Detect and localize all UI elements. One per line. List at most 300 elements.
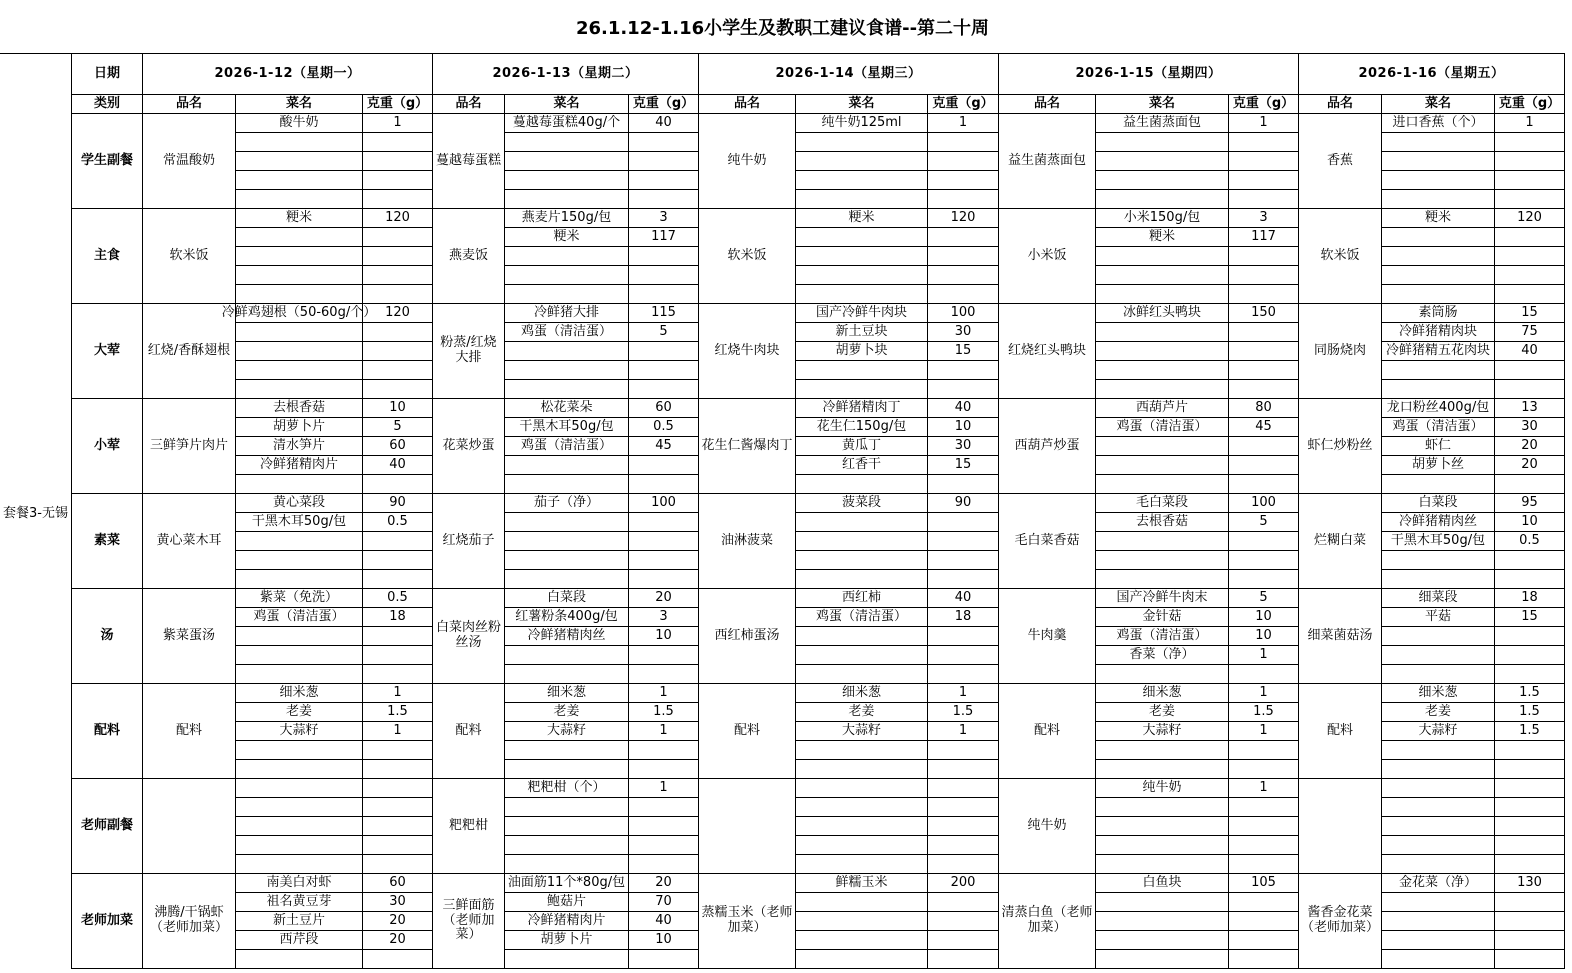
ingredient-cell: 黄心菜段	[236, 494, 363, 513]
ingredient-cell: 细菜段	[1382, 589, 1495, 608]
ingredient-cell	[796, 570, 928, 589]
ingredient-cell: 鸡蛋（清洁蛋）	[1382, 418, 1495, 437]
weight-cell: 30	[928, 437, 999, 456]
dish-name: 红烧茄子	[433, 494, 505, 589]
weight-cell	[363, 950, 433, 969]
weight-cell	[629, 380, 699, 399]
ingredient-cell: 松花菜朵	[505, 399, 629, 418]
weight-cell	[1495, 570, 1565, 589]
ingredient-cell	[796, 798, 928, 817]
weight-cell: 0.5	[629, 418, 699, 437]
weight-cell: 1	[363, 722, 433, 741]
ingredient-cell: 鲜糯玉米	[796, 874, 928, 893]
ingredient-cell	[505, 342, 629, 361]
weight-cell	[928, 190, 999, 209]
weight-cell	[363, 190, 433, 209]
ingredient-cell	[796, 817, 928, 836]
dish-name: 软米饭	[1299, 209, 1382, 304]
ingredient-cell	[236, 551, 363, 570]
weight-cell	[1495, 665, 1565, 684]
ingredient-cell	[505, 171, 629, 190]
weight-cell	[928, 893, 999, 912]
weight-cell: 1	[363, 684, 433, 703]
ingredient-cell	[236, 190, 363, 209]
weight-cell: 10	[928, 418, 999, 437]
weight-cell	[629, 342, 699, 361]
ingredient-cell	[1382, 779, 1495, 798]
category-label: 老师加菜	[72, 874, 143, 969]
ingredient-cell: 鸡蛋（清洁蛋）	[1096, 418, 1229, 437]
ingredient-cell	[1096, 456, 1229, 475]
ingredient-cell: 益生菌蒸面包	[1096, 114, 1229, 133]
dish-column-header: 品名	[433, 95, 505, 114]
ingredient-cell: 鸡蛋（清洁蛋）	[505, 437, 629, 456]
ingredient-cell	[796, 475, 928, 494]
ingredient-column-header: 菜名	[1382, 95, 1495, 114]
weight-cell: 10	[629, 931, 699, 950]
weight-cell	[928, 551, 999, 570]
ingredient-cell	[1096, 190, 1229, 209]
ingredient-cell	[505, 665, 629, 684]
weight-cell: 105	[1229, 874, 1299, 893]
set-label: 套餐3-无锡	[0, 54, 72, 969]
day-date-header: 2026-1-13（星期二）	[433, 54, 699, 95]
weight-cell: 20	[1495, 437, 1565, 456]
weight-cell	[629, 285, 699, 304]
weight-cell	[363, 247, 433, 266]
ingredient-cell	[1096, 893, 1229, 912]
weight-cell	[1229, 893, 1299, 912]
weight-cell	[629, 570, 699, 589]
weight-cell: 120	[1495, 209, 1565, 228]
ingredient-cell: 粑粑柑（个）	[505, 779, 629, 798]
ingredient-cell: 干黑木耳50g/包	[236, 513, 363, 532]
dish-name: 蔓越莓蛋糕	[433, 114, 505, 209]
ingredient-cell	[796, 779, 928, 798]
ingredient-cell: 冷鲜猪精肉丝	[1382, 513, 1495, 532]
day-date-header: 2026-1-12（星期一）	[143, 54, 433, 95]
dish-name: 常温酸奶	[143, 114, 236, 209]
ingredient-column-header: 菜名	[505, 95, 629, 114]
ingredient-cell	[1096, 437, 1229, 456]
dish-name: 配料	[143, 684, 236, 779]
ingredient-cell: 冷鲜猪精肉块	[1382, 323, 1495, 342]
ingredient-cell: 冰鲜红头鸭块	[1096, 304, 1229, 323]
dish-name: 酱香金花菜（老师加菜）	[1299, 874, 1382, 969]
dish-name: 软米饭	[143, 209, 236, 304]
weight-cell	[629, 361, 699, 380]
weight-cell: 60	[363, 874, 433, 893]
weight-cell: 100	[629, 494, 699, 513]
weight-cell: 95	[1495, 494, 1565, 513]
weight-cell: 18	[1495, 589, 1565, 608]
weight-cell: 40	[629, 912, 699, 931]
ingredient-cell: 金针菇	[1096, 608, 1229, 627]
ingredient-cell	[1382, 798, 1495, 817]
ingredient-cell: 去根香菇	[1096, 513, 1229, 532]
ingredient-cell	[1382, 380, 1495, 399]
ingredient-cell	[505, 532, 629, 551]
weight-cell	[363, 361, 433, 380]
weight-cell: 40	[928, 399, 999, 418]
ingredient-cell	[1382, 646, 1495, 665]
ingredient-cell: 细米葱	[1096, 684, 1229, 703]
ingredient-cell	[1382, 190, 1495, 209]
weight-cell: 1	[928, 722, 999, 741]
weight-cell	[928, 266, 999, 285]
weight-cell	[1229, 380, 1299, 399]
weight-cell: 0.5	[1495, 532, 1565, 551]
weight-cell: 5	[1229, 513, 1299, 532]
ingredient-cell	[236, 285, 363, 304]
ingredient-cell	[505, 646, 629, 665]
weight-cell	[363, 266, 433, 285]
weight-cell	[363, 342, 433, 361]
weight-cell: 150	[1229, 304, 1299, 323]
weight-cell: 1	[1229, 114, 1299, 133]
weight-cell: 1	[1495, 114, 1565, 133]
ingredient-cell	[505, 817, 629, 836]
weight-cell: 20	[1495, 456, 1565, 475]
weight-column-header: 克重（g）	[928, 95, 999, 114]
ingredient-cell: 龙口粉丝400g/包	[1382, 399, 1495, 418]
weight-cell	[1495, 247, 1565, 266]
ingredient-cell	[1096, 817, 1229, 836]
ingredient-cell: 平菇	[1382, 608, 1495, 627]
weight-cell: 60	[363, 437, 433, 456]
ingredient-cell	[1096, 133, 1229, 152]
ingredient-cell: 冷鲜猪精五花肉块	[1382, 342, 1495, 361]
weight-column-header: 克重（g）	[1229, 95, 1299, 114]
weight-cell	[363, 665, 433, 684]
category-label: 老师副餐	[72, 779, 143, 874]
weight-cell	[1229, 760, 1299, 779]
weight-cell: 1	[1229, 722, 1299, 741]
dish-name: 软米饭	[699, 209, 796, 304]
ingredient-cell	[505, 836, 629, 855]
weight-cell	[1229, 323, 1299, 342]
ingredient-cell: 细米葱	[1382, 684, 1495, 703]
weight-cell	[928, 285, 999, 304]
weight-cell	[629, 665, 699, 684]
dish-name	[1299, 779, 1382, 874]
weight-cell: 10	[363, 399, 433, 418]
ingredient-cell: 老姜	[236, 703, 363, 722]
weight-cell	[1495, 285, 1565, 304]
day-date-header: 2026-1-14（星期三）	[699, 54, 999, 95]
dish-name: 香蕉	[1299, 114, 1382, 209]
ingredient-cell: 粳米	[505, 228, 629, 247]
weight-cell	[928, 779, 999, 798]
weight-cell: 117	[629, 228, 699, 247]
weight-cell: 10	[1495, 513, 1565, 532]
weight-cell: 1	[1229, 646, 1299, 665]
ingredient-cell	[1382, 475, 1495, 494]
weight-cell: 10	[1229, 627, 1299, 646]
dish-name: 烂糊白菜	[1299, 494, 1382, 589]
weight-cell	[1229, 475, 1299, 494]
ingredient-cell: 西葫芦片	[1096, 399, 1229, 418]
weight-cell	[629, 266, 699, 285]
dish-name: 红烧/香酥翅根	[143, 304, 236, 399]
weight-cell	[928, 798, 999, 817]
weight-cell: 200	[928, 874, 999, 893]
weight-cell: 70	[629, 893, 699, 912]
ingredient-cell	[236, 361, 363, 380]
weight-cell	[928, 817, 999, 836]
weight-cell	[363, 171, 433, 190]
ingredient-cell	[236, 133, 363, 152]
weight-cell: 20	[363, 912, 433, 931]
weight-cell: 75	[1495, 323, 1565, 342]
dish-name: 花生仁酱爆肉丁	[699, 399, 796, 494]
weight-cell	[928, 836, 999, 855]
ingredient-cell: 红香干	[796, 456, 928, 475]
ingredient-cell	[1096, 380, 1229, 399]
ingredient-cell	[796, 171, 928, 190]
ingredient-cell: 鲍菇片	[505, 893, 629, 912]
ingredient-cell	[236, 779, 363, 798]
ingredient-cell	[1382, 760, 1495, 779]
weight-cell	[363, 551, 433, 570]
weight-cell	[629, 171, 699, 190]
ingredient-cell	[796, 912, 928, 931]
weight-cell: 115	[629, 304, 699, 323]
ingredient-cell: 茄子（净）	[505, 494, 629, 513]
ingredient-cell: 冷鲜猪精肉丁	[796, 399, 928, 418]
ingredient-cell	[1382, 817, 1495, 836]
weight-cell	[1495, 190, 1565, 209]
ingredient-column-header: 菜名	[236, 95, 363, 114]
ingredient-cell: 老姜	[505, 703, 629, 722]
weight-cell	[1495, 228, 1565, 247]
weight-cell	[629, 152, 699, 171]
weight-cell: 1	[928, 114, 999, 133]
ingredient-cell: 老姜	[1096, 703, 1229, 722]
weight-cell	[1495, 817, 1565, 836]
weight-cell	[1229, 361, 1299, 380]
weight-cell	[928, 171, 999, 190]
weight-cell: 10	[629, 627, 699, 646]
category-label: 素菜	[72, 494, 143, 589]
dish-name: 牛肉羹	[999, 589, 1096, 684]
weight-cell	[928, 912, 999, 931]
ingredient-cell	[1096, 171, 1229, 190]
dish-name: 纯牛奶	[699, 114, 796, 209]
ingredient-cell	[236, 817, 363, 836]
ingredient-cell: 金花菜（净）	[1382, 874, 1495, 893]
weight-cell: 15	[1495, 608, 1565, 627]
ingredient-cell	[796, 247, 928, 266]
ingredient-cell	[236, 266, 363, 285]
ingredient-cell: 红薯粉条400g/包	[505, 608, 629, 627]
weight-cell	[363, 817, 433, 836]
weight-cell	[928, 741, 999, 760]
dish-name: 毛白菜香菇	[999, 494, 1096, 589]
ingredient-cell: 白鱼块	[1096, 874, 1229, 893]
weight-cell: 1.5	[1495, 684, 1565, 703]
ingredient-cell	[1382, 931, 1495, 950]
ingredient-cell: 干黑木耳50g/包	[1382, 532, 1495, 551]
weight-cell: 1	[928, 684, 999, 703]
ingredient-cell	[505, 247, 629, 266]
ingredient-cell: 酸牛奶	[236, 114, 363, 133]
ingredient-cell	[796, 931, 928, 950]
ingredient-cell	[796, 836, 928, 855]
ingredient-cell: 白菜段	[505, 589, 629, 608]
dish-name: 配料	[699, 684, 796, 779]
weight-column-header: 克重（g）	[629, 95, 699, 114]
weight-cell	[363, 855, 433, 874]
weight-cell	[1229, 532, 1299, 551]
ingredient-cell: 燕麦片150g/包	[505, 209, 629, 228]
ingredient-cell	[796, 266, 928, 285]
ingredient-cell	[1096, 931, 1229, 950]
ingredient-cell	[236, 950, 363, 969]
ingredient-cell	[1096, 266, 1229, 285]
weight-cell	[928, 665, 999, 684]
weight-cell: 13	[1495, 399, 1565, 418]
ingredient-cell: 胡萝卜片	[505, 931, 629, 950]
ingredient-cell: 冷鲜猪大排	[505, 304, 629, 323]
weight-cell	[1229, 817, 1299, 836]
ingredient-cell: 花生仁150g/包	[796, 418, 928, 437]
dish-name: 清蒸白鱼（老师加菜）	[999, 874, 1096, 969]
ingredient-cell	[1096, 665, 1229, 684]
weight-cell	[363, 133, 433, 152]
ingredient-cell	[1382, 836, 1495, 855]
ingredient-cell	[1382, 551, 1495, 570]
weight-cell: 3	[1229, 209, 1299, 228]
dish-name: 花菜炒蛋	[433, 399, 505, 494]
weight-cell	[928, 380, 999, 399]
ingredient-cell	[1096, 760, 1229, 779]
dish-name: 纯牛奶	[999, 779, 1096, 874]
weight-cell	[629, 760, 699, 779]
weight-cell	[1495, 779, 1565, 798]
weight-cell	[1229, 171, 1299, 190]
ingredient-cell	[796, 380, 928, 399]
ingredient-cell	[236, 665, 363, 684]
weight-cell: 5	[1229, 589, 1299, 608]
ingredient-cell	[796, 893, 928, 912]
ingredient-cell	[236, 532, 363, 551]
day-date-header: 2026-1-16（星期五）	[1299, 54, 1565, 95]
weight-cell: 1.5	[1495, 722, 1565, 741]
weight-cell: 0.5	[363, 513, 433, 532]
ingredient-cell: 干黑木耳50g/包	[505, 418, 629, 437]
ingredient-cell	[796, 133, 928, 152]
ingredient-cell	[505, 513, 629, 532]
ingredient-cell	[1382, 893, 1495, 912]
weight-cell: 18	[363, 608, 433, 627]
weight-cell	[1229, 950, 1299, 969]
ingredient-cell	[236, 646, 363, 665]
ingredient-cell	[1382, 950, 1495, 969]
ingredient-cell	[796, 646, 928, 665]
ingredient-cell	[236, 152, 363, 171]
weight-cell	[629, 646, 699, 665]
weight-cell	[1495, 266, 1565, 285]
weight-cell: 45	[629, 437, 699, 456]
weight-cell: 100	[1229, 494, 1299, 513]
ingredient-cell	[1096, 532, 1229, 551]
weight-cell	[363, 760, 433, 779]
weight-cell	[928, 532, 999, 551]
ingredient-cell: 粳米	[236, 209, 363, 228]
ingredient-cell: 祖名黄豆芽	[236, 893, 363, 912]
ingredient-cell: 大蒜籽	[505, 722, 629, 741]
dish-name: 红烧红头鸭块	[999, 304, 1096, 399]
weight-cell	[363, 228, 433, 247]
ingredient-cell	[1382, 228, 1495, 247]
weight-cell	[1229, 570, 1299, 589]
ingredient-cell	[796, 741, 928, 760]
category-label: 配料	[72, 684, 143, 779]
dish-column-header: 品名	[699, 95, 796, 114]
weight-cell	[1495, 893, 1565, 912]
ingredient-cell	[236, 247, 363, 266]
weight-cell: 40	[363, 456, 433, 475]
ingredient-cell	[236, 323, 363, 342]
weight-cell	[363, 779, 433, 798]
weight-cell	[928, 228, 999, 247]
ingredient-cell: 菠菜段	[796, 494, 928, 513]
category-label: 学生副餐	[72, 114, 143, 209]
ingredient-cell: 国产冷鲜牛肉末	[1096, 589, 1229, 608]
ingredient-cell	[796, 513, 928, 532]
ingredient-cell	[796, 190, 928, 209]
ingredient-column-header: 菜名	[796, 95, 928, 114]
dish-name: 配料	[433, 684, 505, 779]
weight-cell	[1495, 798, 1565, 817]
weight-cell	[1229, 152, 1299, 171]
weight-cell	[1229, 190, 1299, 209]
ingredient-cell	[236, 798, 363, 817]
ingredient-cell	[1096, 342, 1229, 361]
dish-name	[699, 779, 796, 874]
dish-column-header: 品名	[999, 95, 1096, 114]
dish-name	[143, 779, 236, 874]
weight-cell: 40	[1495, 342, 1565, 361]
weight-cell: 30	[928, 323, 999, 342]
ingredient-cell	[236, 171, 363, 190]
ingredient-cell	[505, 361, 629, 380]
weight-cell: 60	[629, 399, 699, 418]
ingredient-cell: 大蒜籽	[796, 722, 928, 741]
weight-cell	[1495, 152, 1565, 171]
ingredient-cell: 香菜（净）	[1096, 646, 1229, 665]
day-date-header: 2026-1-15（星期四）	[999, 54, 1299, 95]
ingredient-cell	[236, 836, 363, 855]
dish-name: 油淋菠菜	[699, 494, 796, 589]
ingredient-column-header: 菜名	[1096, 95, 1229, 114]
weight-cell: 18	[928, 608, 999, 627]
ingredient-cell	[1096, 741, 1229, 760]
ingredient-cell	[236, 627, 363, 646]
ingredient-cell	[796, 855, 928, 874]
ingredient-cell: 大蒜籽	[1382, 722, 1495, 741]
weight-cell	[363, 646, 433, 665]
ingredient-cell	[1096, 950, 1229, 969]
ingredient-cell	[236, 741, 363, 760]
dish-column-header: 品名	[143, 95, 236, 114]
ingredient-cell: 粳米	[1096, 228, 1229, 247]
ingredient-cell	[1096, 247, 1229, 266]
dish-name: 同肠烧肉	[1299, 304, 1382, 399]
ingredient-cell	[505, 475, 629, 494]
ingredient-cell	[1382, 855, 1495, 874]
